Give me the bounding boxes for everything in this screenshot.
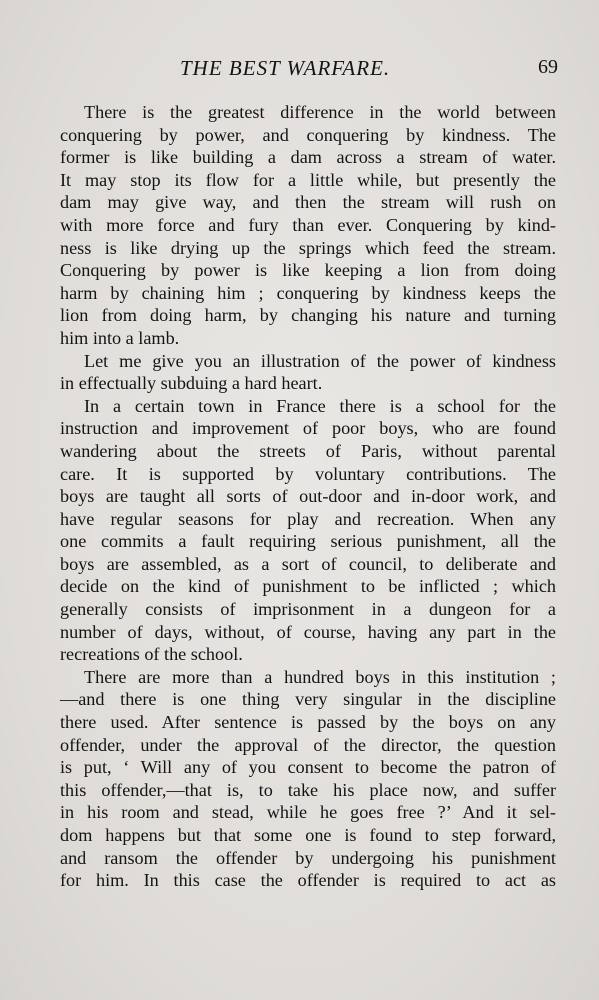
text-line: generally consists of imprisonment in a dungeon for a [60,599,556,620]
text-line: instruction and improvement of poor boys, who are found [60,418,556,439]
page-header [60,56,558,80]
text-line: conquering by power, and conquering by kindness. The [60,124,556,145]
text-line: There are more than a hundred boys in this institution ; [84,666,556,687]
paragraph [60,101,556,350]
body-text [60,101,556,892]
text-line: him into a lamb. [60,327,180,348]
text-line: in his room and stead, while he goes free ?’ And it sel- [60,802,556,823]
text-line: ness is like drying up the springs which feed the stream. [60,237,556,258]
text-line: lion from doing harm, by changing his nature and turning [60,305,556,326]
text-line: wandering about the streets of Paris, without parental [60,440,556,461]
paragraph [60,395,556,666]
running-title: THE BEST WARFARE. [180,56,391,80]
text-line: there used. After sentence is passed by the boys on any [60,712,556,733]
text-line: boys are assembled, as a sort of council, to deliberate and [60,553,556,574]
text-line: offender, under the approval of the director, the question [60,734,556,755]
text-line: care. It is supported by voluntary contributions. The [60,463,556,484]
text-line: this offender,—that is, to take his place now, and suffer [60,779,556,800]
text-line: harm by chaining him ; conquering by kindness keeps the [60,282,556,303]
text-line: in effectually subduing a hard heart. [60,373,323,394]
text-line: with more force and fury than ever. Conquering by kind- [60,214,556,235]
text-line: It may stop its flow for a little while, but presently the [60,169,556,190]
text-line: one commits a fault requiring serious punishment, all the [60,531,556,552]
text-line: for him. In this case the offender is required to act as [60,870,556,891]
text-line: Conquering by power is like keeping a lion from doing [60,260,556,281]
text-line: recreations of the school. [60,644,243,665]
text-line: have regular seasons for play and recreation. When any [60,508,556,529]
text-line: There is the greatest difference in the world between [84,102,556,122]
text-line: boys are taught all sorts of out-door and in-door work, and [60,486,556,507]
text-line: —and there is one thing very singular in the discipline [60,689,556,710]
text-line: In a certain town in France there is a school for the [84,395,556,416]
page-number: 69 [538,56,558,78]
text-line: decide on the kind of punishment to be inflicted ; which [60,576,556,597]
text-line: dom happens but that some one is found to step forward, [60,825,556,845]
text-line: and ransom the offender by undergoing his punishment [60,847,556,868]
text-line: is put, ‘ Will any of you consent to become the patron of [60,757,556,778]
paragraph [60,350,556,395]
text-line: Let me give you an illustration of the power of kindness [84,350,556,371]
text-line: number of days, without, of course, having any part in the [60,621,556,642]
text-line: former is like building a dam across a stream of water. [60,147,556,168]
text-line: dam may give way, and then the stream will rush on [60,192,556,213]
paragraph [60,666,556,892]
